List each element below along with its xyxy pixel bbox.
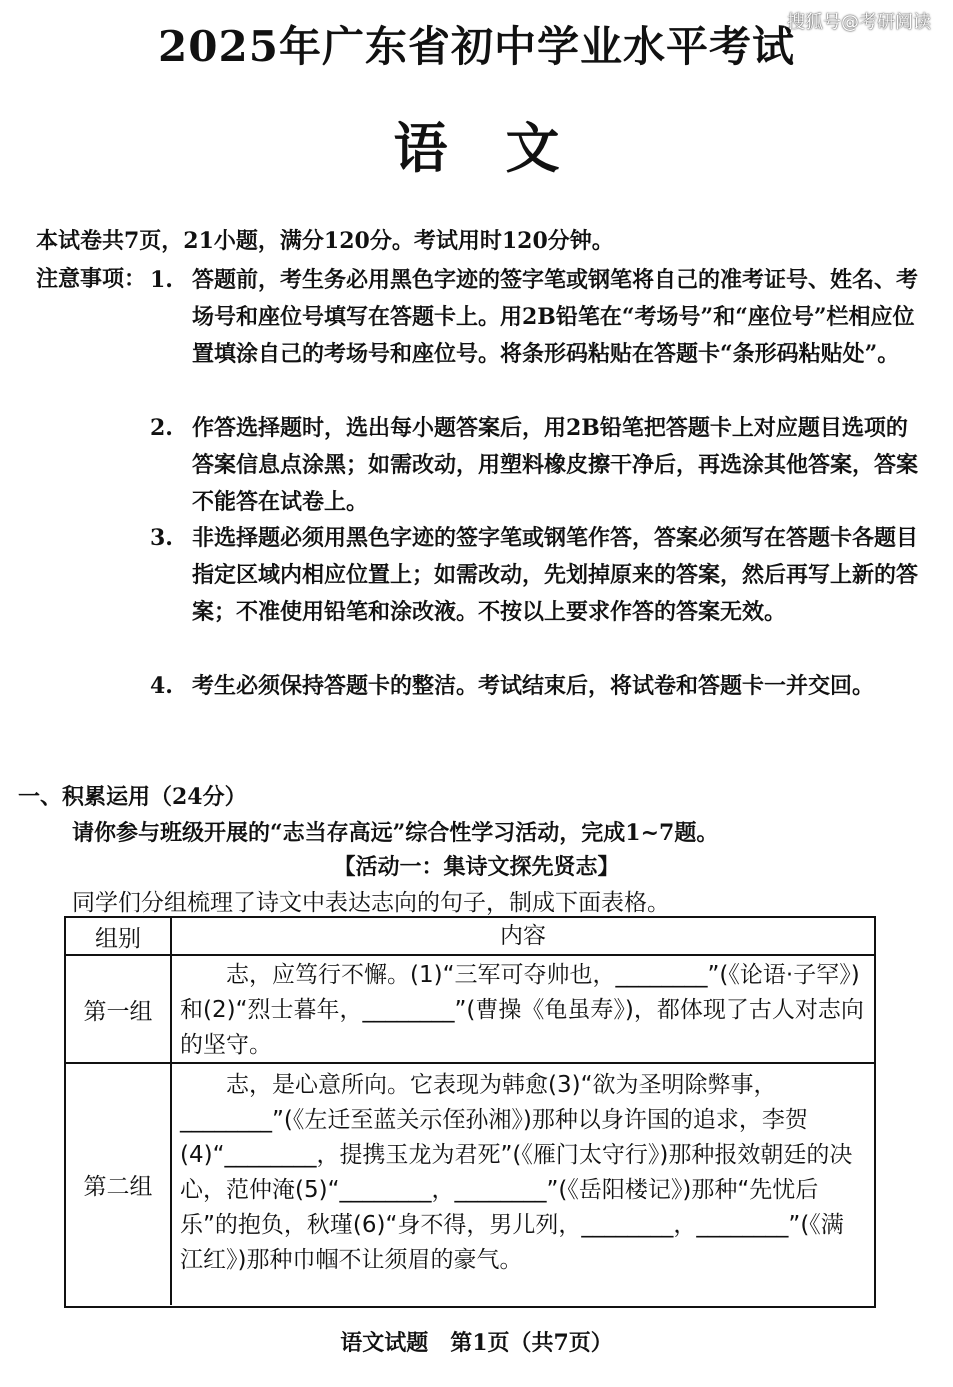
notice-item-2 xyxy=(150,410,920,521)
notice-item-text: 答题前，考生务必用黑色字迹的签字笔或钢笔将自己的准考证号、姓名、考场号和座位号填写在答题卡上。用2B铅笔在“考场号”和“座位号”栏相应位置填涂自己的考场号和座位号。将条形码粘贴在答题卡“条形码粘贴处”。 xyxy=(192,267,919,367)
notice-item-text: 考生必须保持答题卡的整洁。考试结束后，将试卷和答题卡一并交回。 xyxy=(192,673,875,699)
table-header-group: 组别 xyxy=(66,918,172,954)
table-header-row xyxy=(66,918,874,956)
table-row xyxy=(66,956,874,1064)
activity-title: 【活动一：集诗文探先贤志】 xyxy=(333,854,620,880)
notice-item-4 xyxy=(150,668,920,705)
poetry-table xyxy=(64,916,876,1308)
table-cell-content: 志，是心意所向。它表现为韩愈(3)“欲为圣明除弊事，________”(《左迁至蓝关示侄孙湘》)那种以身许国的追求，李贺(4)“________，提携玉龙为君死”(《雁门太守行》)那种报效朝廷的决心，范仲淹(5)“________，________”(《岳阳楼记》)那种“先忧后乐”的抱负，秋瑾(6)“身不得，男儿列，________，________”(《满江红》)那种巾帼不让须眉的豪气。 xyxy=(180,1072,853,1273)
table-header-content: 内容 xyxy=(500,922,546,949)
notice-item-3 xyxy=(150,520,920,631)
notice-item-number: 1. xyxy=(150,267,173,293)
section-instruction: 请你参与班级开展的“志当存高远”综合性学习活动，完成1~7题。 xyxy=(72,820,719,846)
exam-title: 2025年广东省初中学业水平考试 xyxy=(158,22,795,71)
notice-item-text: 作答选择题时，选出每小题答案后，用2B铅笔把答题卡上对应题目选项的答案信息点涂黑；如需改动，用塑料橡皮擦干净后，再选涂其他答案，答案不能答在试卷上。 xyxy=(192,415,919,515)
section-heading: 一、积累运用（24分） xyxy=(18,784,247,810)
table-cell-group: 第一组 xyxy=(66,956,172,1062)
watermark: 搜狐号@考研阅读 xyxy=(787,12,931,33)
table-cell-group: 第二组 xyxy=(66,1064,172,1305)
notice-item-1 xyxy=(150,262,920,373)
activity-description: 同学们分组梳理了诗文中表达志向的句子，制成下面表格。 xyxy=(72,890,670,916)
page-footer: 语文试题 第1页（共7页） xyxy=(340,1330,613,1356)
table-cell-content: 志，应笃行不懈。(1)“三军可夺帅也，________”(《论语·子罕》)和(2)“烈士暮年，________”(曹操《龟虽寿》)，都体现了古人对志向的坚守。 xyxy=(180,962,864,1058)
subject-title: 语文 xyxy=(393,116,618,180)
notice-item-number: 2. xyxy=(150,415,173,441)
exam-intro: 本试卷共7页，21小题，满分120分。考试用时120分钟。 xyxy=(36,228,614,254)
table-row xyxy=(66,1064,874,1305)
notice-item-number: 3. xyxy=(150,525,173,551)
notice-item-text: 非选择题必须用黑色字迹的签字笔或钢笔作答，答案必须写在答题卡各题目指定区域内相应位置上；如需改动，先划掉原来的答案，然后再写上新的答案；不准使用铅笔和涂改液。不按以上要求作答的答案无效。 xyxy=(192,525,919,625)
notice-heading: 注意事项： xyxy=(36,266,147,292)
notice-item-number: 4. xyxy=(150,673,173,699)
